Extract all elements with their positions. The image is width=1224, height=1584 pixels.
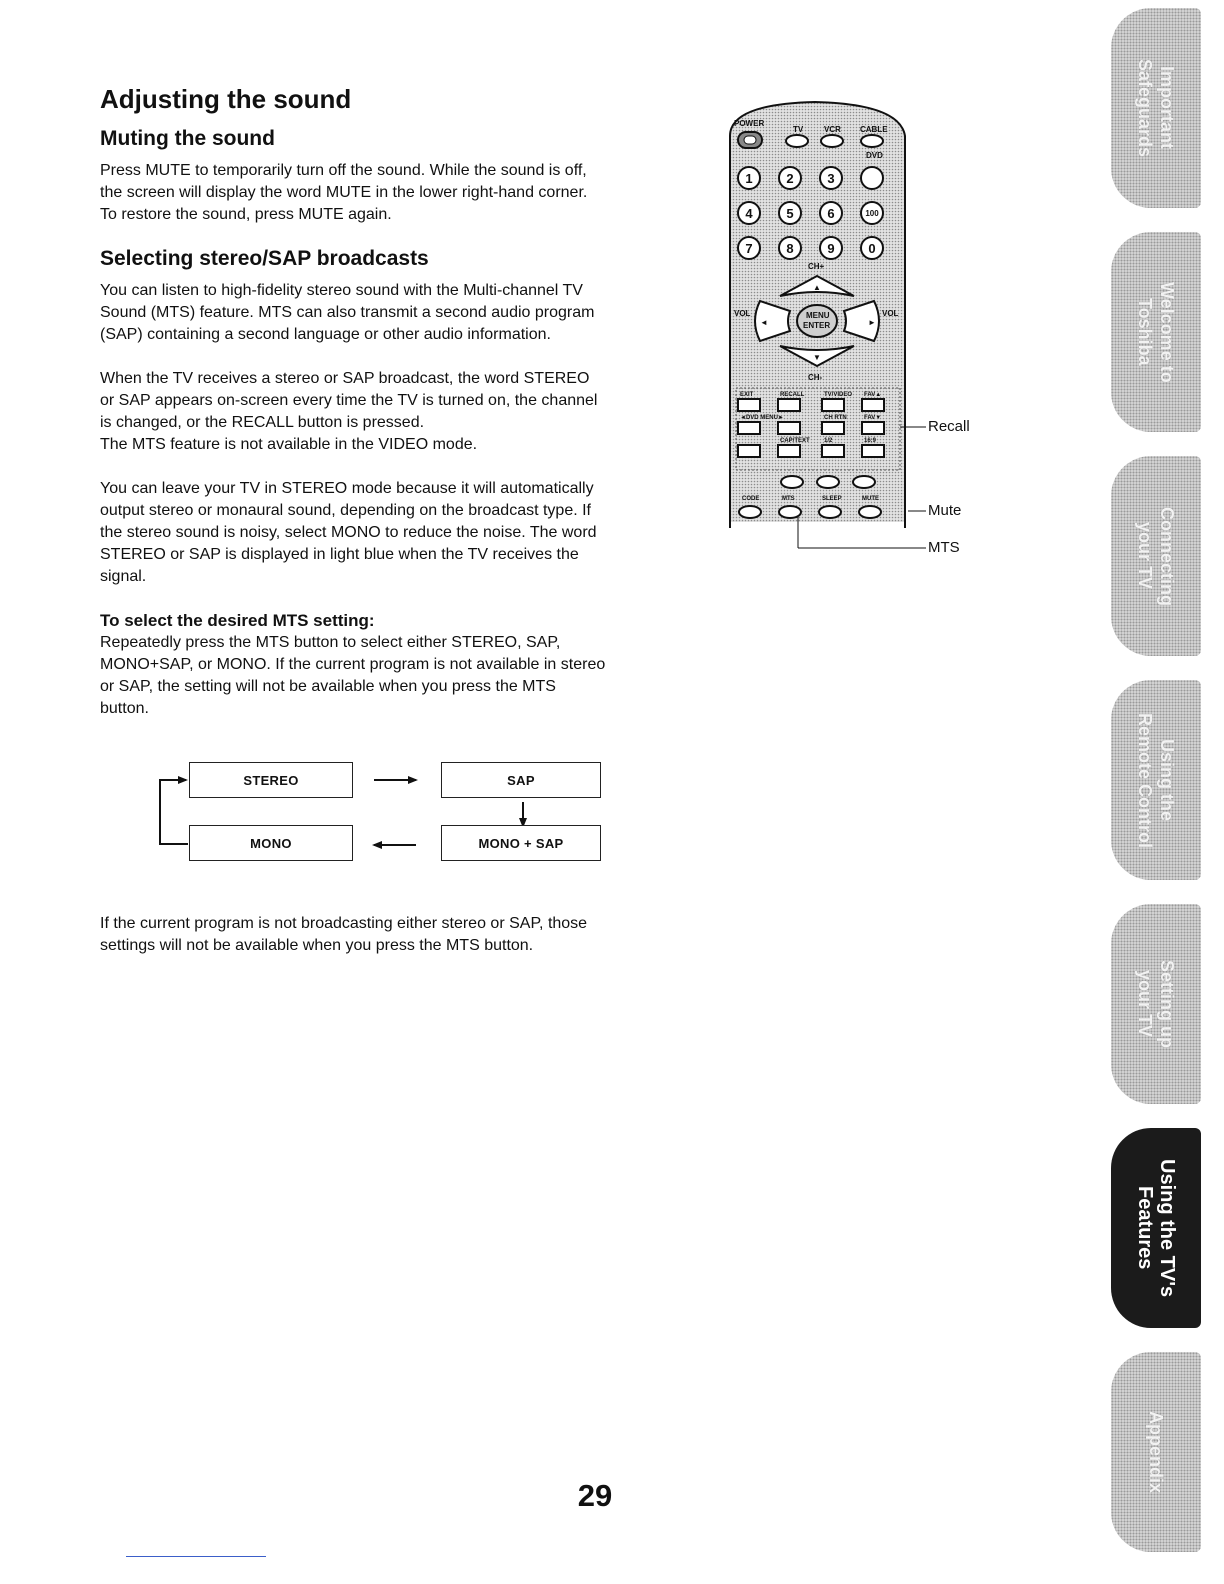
svg-text:ENTER: ENTER <box>803 321 831 330</box>
mts-text: Repeatedly press the MTS button to select either STEREO, SAP, MONO+SAP, or MONO. If the current program is not available in stereo or SAP, the setting will not be available when you press the MTS button. <box>100 634 606 717</box>
remote-function-key <box>738 399 760 411</box>
mts-mono-box: MONO <box>189 825 353 861</box>
stereo-para-3: You can leave your TV in STEREO mode because it will automatically output stereo or monaural sound, depending on the broadcast type. If the stereo sound is noisy, select MONO to reduce the noise. The word STEREO or SAP is displayed in light blue when the TV receives the signal. <box>100 480 597 585</box>
remote-digit-label: 7 <box>745 241 753 256</box>
mts-stereo-box: STEREO <box>189 762 353 798</box>
section-tab <box>1111 904 1201 1104</box>
remote-bottom-label: CODE <box>742 496 760 502</box>
section-tab-label: Remote Control <box>1135 712 1155 848</box>
remote-vol-left-label: VOL <box>734 309 751 318</box>
remote-function-key <box>738 445 760 457</box>
remote-key-label: FAV▲ <box>864 392 882 398</box>
remote-bottom-button <box>739 506 761 518</box>
section-tab-label: Connecting <box>1157 506 1177 606</box>
remote-key-label: EXIT <box>740 392 754 398</box>
mts-sap-box: SAP <box>441 762 601 798</box>
section-tab-label: Welcome to <box>1157 281 1177 383</box>
section-tab-label: Setting up <box>1157 960 1177 1048</box>
remote-cable-label: CABLE <box>860 125 888 134</box>
remote-ch-down-label: CH- <box>808 373 823 382</box>
section-tab <box>1111 456 1201 656</box>
section-tab-label: Using the <box>1157 738 1177 821</box>
section-tab-label: your TV <box>1135 970 1155 1038</box>
svg-text:▲: ▲ <box>813 283 821 292</box>
remote-key-label: 16:9 <box>864 438 877 444</box>
remote-dvd-label: DVD <box>866 151 883 160</box>
remote-key-label: RECALL <box>780 392 805 398</box>
remote-function-key <box>738 422 760 434</box>
callout-mute: Mute <box>928 502 962 519</box>
remote-key-label: CH RTN <box>824 415 847 421</box>
remote-digit-label: 2 <box>786 171 794 186</box>
footer-rule <box>126 1556 266 1557</box>
remote-digit-label: 100 <box>865 209 879 218</box>
remote-key-label: FAV▼ <box>864 415 882 421</box>
mts-heading: To select the desired MTS setting: <box>100 611 375 630</box>
section-tab-label: Appendix <box>1146 1410 1166 1493</box>
remote-vcr-label: VCR <box>824 125 841 134</box>
remote-digit-label: 4 <box>745 206 753 221</box>
remote-digit-label: 8 <box>786 241 794 256</box>
remote-tv-label: TV <box>793 125 804 134</box>
section-tab-label: Toshiba <box>1135 298 1155 366</box>
svg-text:MENU: MENU <box>806 311 830 320</box>
stereo-para-1: You can listen to high-fidelity stereo sound with the Multi-channel TV Sound (MTS) feature. MTS can also transmit a second audio program (SAP) containing a second language or other audio information. <box>100 282 595 343</box>
remote-function-key <box>778 399 800 411</box>
remote-ch-up-label: CH+ <box>808 262 825 271</box>
remote-function-key <box>862 399 884 411</box>
remote-key-label: TV/VIDEO <box>824 392 853 398</box>
remote-key-label: CAP/TEXT <box>780 438 810 444</box>
section-tab <box>1111 8 1201 208</box>
section-tab <box>1111 1128 1201 1328</box>
section-tab-label: your TV <box>1135 522 1155 590</box>
remote-key-label: 1/2 <box>824 438 833 444</box>
remote-bottom-label: SLEEP <box>822 496 842 502</box>
svg-text:►: ► <box>868 318 876 327</box>
remote-tv-button <box>786 135 808 147</box>
remote-power-label: POWER <box>734 119 765 128</box>
mts-mono-sap-box: MONO + SAP <box>441 825 601 861</box>
remote-digit-label: 5 <box>786 206 794 221</box>
remote-key-label: ◄DVD MENU► <box>740 415 784 421</box>
remote-digit-label: 9 <box>827 241 835 256</box>
section-tab <box>1111 1352 1201 1552</box>
remote-bottom-label: MTS <box>782 496 795 502</box>
section-tab-label: Using the TV's <box>1156 1158 1178 1298</box>
section-tab <box>1111 680 1201 880</box>
section-tab-label: Safeguards <box>1135 58 1155 158</box>
remote-digit-label: 3 <box>827 171 835 186</box>
callout-recall: Recall <box>928 418 970 435</box>
svg-text:▼: ▼ <box>813 353 821 362</box>
stereo-heading: Selecting stereo/SAP broadcasts <box>100 247 429 270</box>
page-number: 29 <box>577 1478 613 1513</box>
mts-note: If the current program is not broadcasting either stereo or SAP, those settings will not be available when you press the MTS button. <box>100 915 588 954</box>
svg-text:◄: ◄ <box>760 318 768 327</box>
callout-lines <box>780 420 930 560</box>
section-tab-label: Important <box>1157 66 1177 150</box>
remote-bottom-label: MUTE <box>862 496 879 502</box>
stereo-para-2: When the TV receives a stereo or SAP broadcast, the word STEREO or SAP appears on-screen every time the TV is turned on, the channel is changed, or the RECALL button is pressed. The MTS feature is not available in the VIDEO mode. <box>100 370 598 453</box>
remote-cable-button <box>861 135 883 147</box>
remote-digit-label: 0 <box>868 241 876 256</box>
remote-digit-button <box>861 167 883 189</box>
section-tab <box>1111 232 1201 432</box>
callout-mts: MTS <box>928 539 960 556</box>
remote-vol-right-label: VOL <box>882 309 899 318</box>
remote-digit-label: 1 <box>745 171 753 186</box>
section-tab-label: Features <box>1134 1186 1156 1270</box>
muting-text: Press MUTE to temporarily turn off the sound. While the sound is off, the screen will display the word MUTE in the lower right-hand corner. To restore the sound, press MUTE again. <box>100 162 588 223</box>
muting-heading: Muting the sound <box>100 127 275 150</box>
remote-digit-label: 6 <box>827 206 835 221</box>
page-title: Adjusting the sound <box>100 84 352 114</box>
remote-vcr-button <box>821 135 843 147</box>
remote-function-key <box>822 399 844 411</box>
